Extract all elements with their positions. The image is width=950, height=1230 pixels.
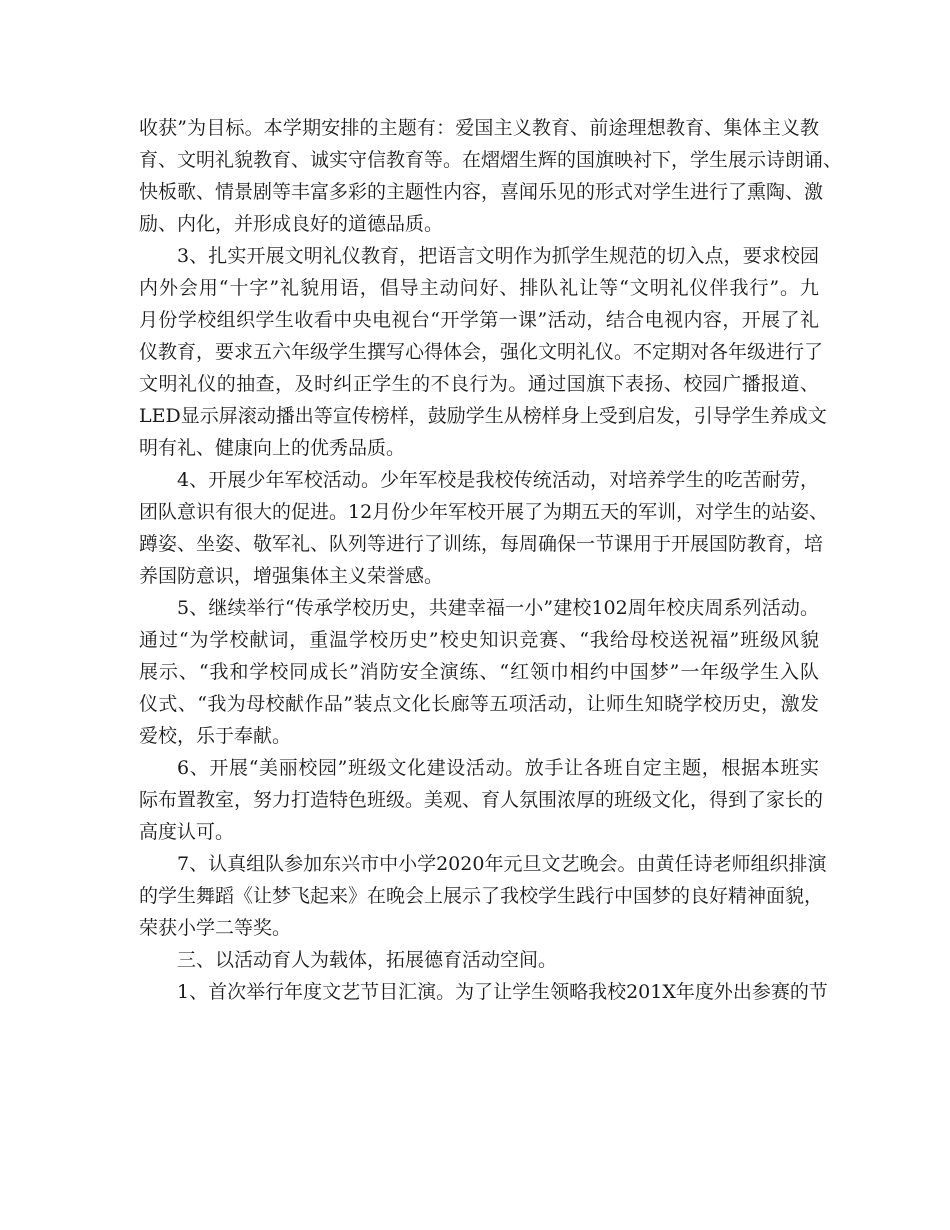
text-line: 收获”为目标。本学期安排的主题有：爱国主义教育、前途理想教育、集体主义教 (139, 117, 819, 139)
section-heading: 三、以活动育人为载体，拓展德育活动空间。 (177, 949, 558, 971)
text-line: LED显示屏滚动播出等宣传榜样，鼓励学生从榜样身上受到启发，引导学生养成文 (139, 405, 827, 427)
text-line: 通过“为学校献词，重温学校历史”校史知识竞赛、“我给母校送祝福”班级风貌 (139, 629, 819, 651)
text-line: 文明礼仪的抽查，及时纠正学生的不良行为。通过国旗下表扬、校园广播报道、 (139, 373, 819, 395)
text-line: 明有礼、健康向上的优秀品质。 (139, 437, 406, 459)
paragraph-start-line: 6、开展“美丽校园”班级文化建设活动。放手让各班自定主题，根据本班实 (177, 757, 819, 779)
paragraph-start-line: 3、扎实开展文明礼仪教育，把语言文明作为抓学生规范的切入点，要求校园 (177, 245, 819, 267)
paragraph-start-line: 7、认真组队参加东兴市中小学2020年元旦文艺晚会。由黄任诗老师组织排演 (177, 853, 827, 875)
text-line: 仪式、“我为母校献作品”装点文化长廊等五项活动，让师生知晓学校历史，激发 (139, 693, 819, 715)
text-line: 爱校，乐于奉献。 (139, 725, 292, 747)
text-line: 内外会用“十字”礼貌用语，倡导主动问好、排队礼让等“文明礼仪伴我行”。九 (139, 277, 819, 299)
text-line: 高度认可。 (139, 821, 235, 843)
text-line: 快板歌、情景剧等丰富多彩的主题性内容，喜闻乐见的形式对学生进行了熏陶、激 (139, 181, 824, 203)
paragraph-start-line: 4、开展少年军校活动。少年军校是我校传统活动，对培养学生的吃苦耐劳， (177, 469, 819, 491)
text-line: 团队意识有很大的促进。12月份少年军校开展了为期五天的军训，对学生的站姿、 (139, 501, 829, 523)
text-line: 际布置教室，努力打造特色班级。美观、育人氛围浓厚的班级文化，得到了家长的 (139, 789, 824, 811)
text-line: 蹲姿、坐姿、敬军礼、队列等进行了训练，每周确保一节课用于开展国防教育，培 (139, 533, 824, 555)
text-line: 励、内化，并形成良好的道德品质。 (139, 213, 444, 235)
text-line: 荣获小学二等奖。 (139, 917, 292, 939)
text-line: 仪教育，要求五六年级学生撰写心得体会，强化文明礼仪。不定期对各年级进行了 (139, 341, 824, 363)
document-body (139, 112, 843, 1008)
paragraph-start-line: 5、继续举行“传承学校历史，共建幸福一小”建校102周年校庆周系列活动。 (177, 597, 819, 619)
text-line: 月份学校组织学生收看中央电视台“开学第一课”活动，结合电视内容，开展了礼 (139, 309, 819, 331)
text-line: 育、文明礼貌教育、诚实守信教育等。在熠熠生辉的国旗映衬下，学生展示诗朗诵、 (139, 149, 843, 171)
text-line: 展示、“我和学校同成长”消防安全演练、“红领巾相约中国梦”一年级学生入队 (139, 661, 819, 683)
text-line: 养国防意识，增强集体主义荣誉感。 (139, 565, 444, 587)
text-line: 的学生舞蹈《让梦飞起来》在晚会上展示了我校学生践行中国梦的良好精神面貌， (139, 885, 824, 907)
paragraph-start-line: 1、首次举行年度文艺节目汇演。为了让学生领略我校201X年度外出参赛的节 (177, 981, 828, 1003)
